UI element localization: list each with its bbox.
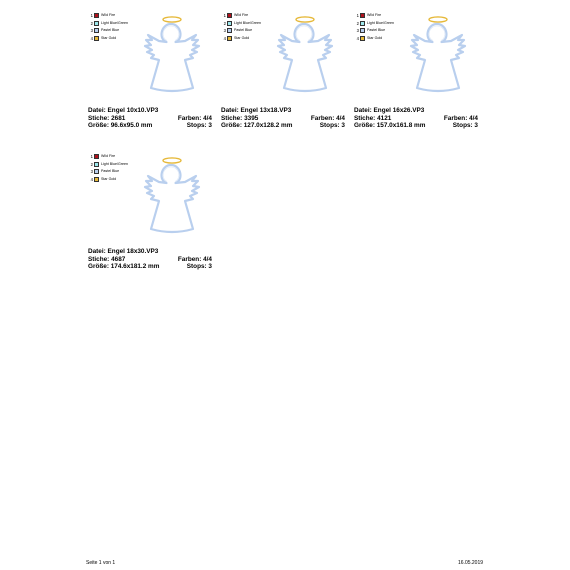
color-swatch xyxy=(94,28,99,33)
color-name: Pastel Blue xyxy=(234,28,253,33)
color-swatch xyxy=(360,21,365,26)
halo-ring xyxy=(296,17,314,22)
info-row xyxy=(88,256,212,264)
info-row xyxy=(354,122,478,130)
color-swatch xyxy=(94,169,99,174)
color-count: Farben: 4/4 xyxy=(310,114,345,122)
angel-outline xyxy=(278,24,332,91)
design-size: Größe: 127.0x128.2 mm xyxy=(221,122,293,130)
stitch-count: Stiche: 3395 xyxy=(221,114,259,122)
color-name: Pastel Blue xyxy=(367,28,386,33)
color-name: Pastel Blue xyxy=(101,169,120,174)
info-row xyxy=(354,115,478,123)
color-number: 2 xyxy=(223,20,226,26)
design-size: Größe: 157.0x161.8 mm xyxy=(354,122,426,130)
info-row xyxy=(88,115,212,123)
stitch-count: Stiche: 4121 xyxy=(354,114,392,122)
halo-ring xyxy=(163,17,181,22)
stop-count: Stops: 3 xyxy=(319,122,345,130)
color-swatch xyxy=(227,21,232,26)
color-swatch xyxy=(360,13,365,18)
color-number: 3 xyxy=(223,28,226,34)
color-number: 4 xyxy=(356,35,359,41)
color-number: 3 xyxy=(90,169,93,175)
design-info xyxy=(88,107,212,130)
stop-count: Stops: 3 xyxy=(186,122,212,130)
page-number: Seite 1 von 1 xyxy=(86,560,116,566)
color-number: 4 xyxy=(90,35,93,41)
design-card xyxy=(88,12,214,132)
file-name: Datei: Engel 10x10.VP3 xyxy=(88,107,159,114)
color-swatch xyxy=(94,177,99,182)
file-name: Datei: Engel 13x18.VP3 xyxy=(221,107,292,114)
color-name: Light Blue/Green xyxy=(101,20,128,25)
stitch-count: Stiche: 4687 xyxy=(88,255,126,263)
color-swatch xyxy=(360,36,365,41)
info-row xyxy=(88,122,212,130)
design-card xyxy=(354,12,480,132)
info-row xyxy=(221,115,345,123)
color-name: Star Gold xyxy=(101,176,117,181)
color-number: 1 xyxy=(356,13,359,18)
design-info xyxy=(88,248,212,271)
color-swatch xyxy=(227,28,232,33)
color-name: Wild Fire xyxy=(101,13,116,17)
color-name: Wild Fire xyxy=(234,13,249,17)
angel-outline xyxy=(145,24,199,91)
angel-embroidery-preview xyxy=(394,12,480,112)
info-row xyxy=(354,107,478,115)
design-card xyxy=(221,12,347,132)
color-name: Light Blue/Green xyxy=(367,20,394,25)
halo-ring xyxy=(429,17,447,22)
info-row xyxy=(221,122,345,130)
color-number: 4 xyxy=(90,176,93,182)
color-name: Star Gold xyxy=(101,35,117,40)
stitch-count: Stiche: 2681 xyxy=(88,114,126,122)
halo-ring xyxy=(163,158,181,163)
design-info xyxy=(354,107,478,130)
file-name: Datei: Engel 16x26.VP3 xyxy=(354,107,425,114)
angel-outline xyxy=(411,24,465,91)
stop-count: Stops: 3 xyxy=(186,263,212,271)
info-row xyxy=(88,248,212,256)
design-size: Größe: 174.6x181.2 mm xyxy=(88,263,160,271)
color-swatch xyxy=(94,162,99,167)
color-number: 2 xyxy=(90,161,93,167)
file-name: Datei: Engel 18x30.VP3 xyxy=(88,248,159,255)
color-number: 3 xyxy=(356,28,359,34)
color-name: Wild Fire xyxy=(367,13,382,17)
color-name: Star Gold xyxy=(367,35,383,40)
print-date: 16.05.2019 xyxy=(458,560,484,566)
color-number: 3 xyxy=(90,28,93,34)
color-number: 1 xyxy=(90,154,93,159)
info-row xyxy=(88,107,212,115)
color-number: 1 xyxy=(223,13,226,18)
angel-embroidery-preview xyxy=(128,12,214,112)
color-count: Farben: 4/4 xyxy=(443,114,478,122)
color-swatch xyxy=(94,154,99,159)
color-swatch xyxy=(227,36,232,41)
info-row xyxy=(221,107,345,115)
info-row xyxy=(88,263,212,271)
color-name: Pastel Blue xyxy=(101,28,120,33)
angel-outline xyxy=(145,165,199,232)
color-number: 1 xyxy=(90,13,93,18)
design-size: Größe: 96.6x95.0 mm xyxy=(88,122,153,130)
color-name: Light Blue/Green xyxy=(234,20,261,25)
color-swatch xyxy=(227,13,232,18)
color-count: Farben: 4/4 xyxy=(177,114,212,122)
color-number: 2 xyxy=(356,20,359,26)
color-swatch xyxy=(94,36,99,41)
color-number: 2 xyxy=(90,20,93,26)
color-swatch xyxy=(94,21,99,26)
design-card xyxy=(88,153,214,273)
color-number: 4 xyxy=(223,35,226,41)
color-name: Wild Fire xyxy=(101,154,116,158)
angel-embroidery-preview xyxy=(261,12,347,112)
design-info xyxy=(221,107,345,130)
angel-embroidery-preview xyxy=(128,153,214,253)
color-swatch xyxy=(94,13,99,18)
color-name: Light Blue/Green xyxy=(101,161,128,166)
color-swatch xyxy=(360,28,365,33)
color-count: Farben: 4/4 xyxy=(177,255,212,263)
stop-count: Stops: 3 xyxy=(452,122,478,130)
color-name: Star Gold xyxy=(234,35,250,40)
